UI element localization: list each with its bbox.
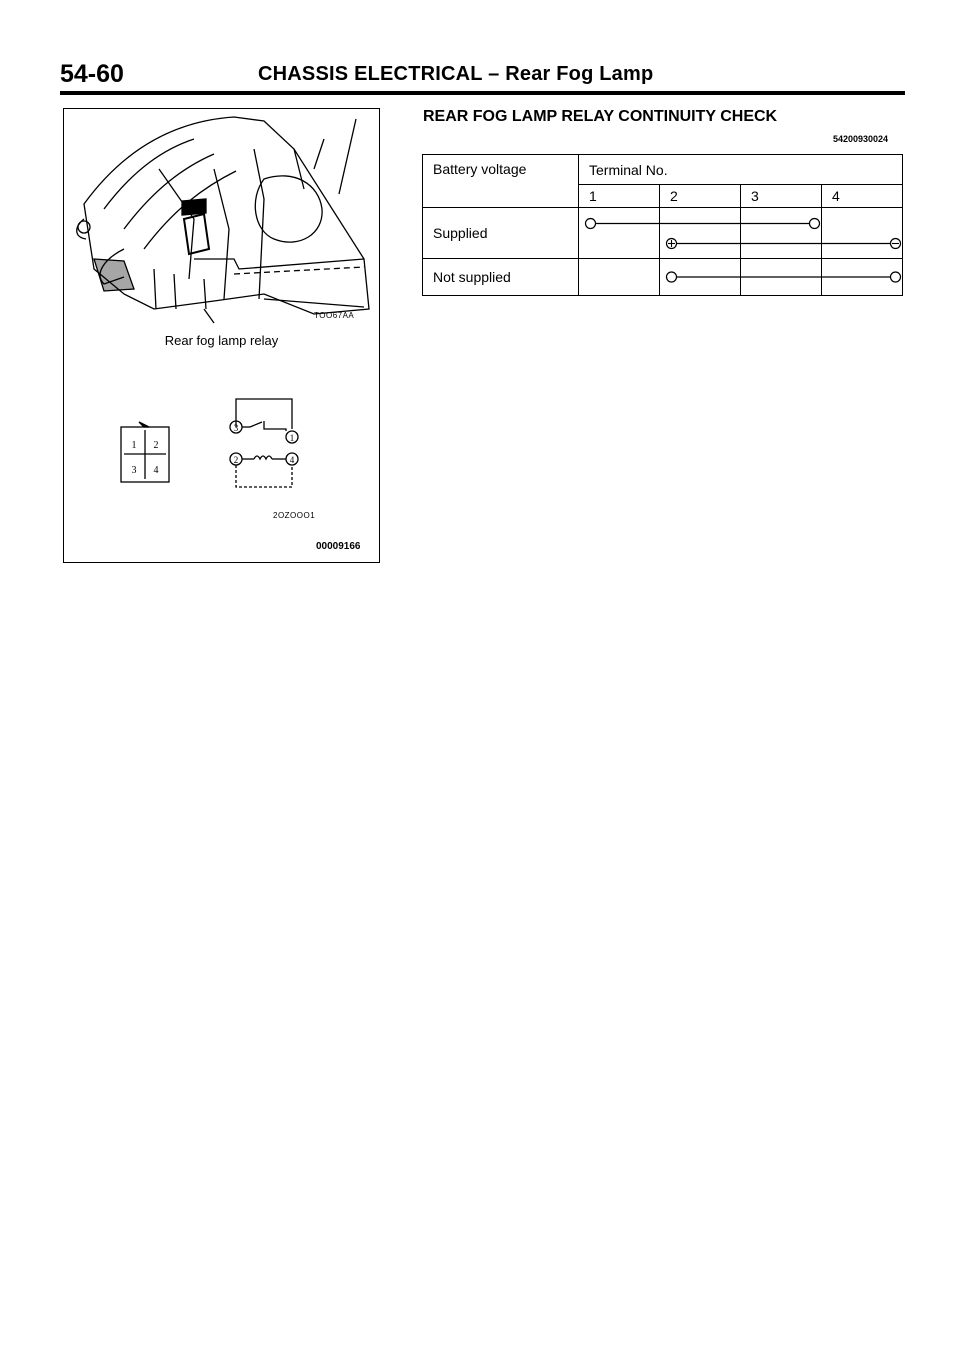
page-header-title xyxy=(258,63,653,86)
terminal-no-header: Terminal No. xyxy=(579,155,903,185)
cell xyxy=(741,208,822,259)
section-code: 54200930024 xyxy=(833,134,889,144)
photo-code: TOO67AA xyxy=(314,311,355,320)
battery-voltage-header: Battery voltage xyxy=(423,155,579,208)
row-label-supplied: Supplied xyxy=(423,208,579,259)
header-rule xyxy=(60,91,905,95)
cell xyxy=(741,259,822,296)
circuit-pin-1: 1 xyxy=(289,433,295,443)
connector-pin-2: 2 xyxy=(153,440,159,451)
terminal-2: 2 xyxy=(660,185,741,208)
cell xyxy=(579,208,660,259)
header-dash: – xyxy=(488,63,500,85)
cell xyxy=(660,259,741,296)
connector-pin-3: 3 xyxy=(131,465,137,476)
connector-pin-4: 4 xyxy=(153,465,159,476)
cell xyxy=(822,259,903,296)
circuit-code: 2OZOOO1 xyxy=(273,511,316,520)
section-name: CHASSIS ELECTRICAL xyxy=(258,63,483,85)
connector-pin-1: 1 xyxy=(131,440,137,451)
section-title: REAR FOG LAMP RELAY CONTINUITY CHECK xyxy=(423,108,778,125)
terminal-3: 3 xyxy=(741,185,822,208)
cell xyxy=(660,208,741,259)
relay-location-figure xyxy=(63,108,380,563)
terminal-1: 1 xyxy=(579,185,660,208)
cell xyxy=(822,208,903,259)
circuit-pin-4: 4 xyxy=(289,455,295,465)
table-header-row xyxy=(423,155,903,185)
circuit-pin-3: 3 xyxy=(233,423,239,433)
page-number: 54-60 xyxy=(60,60,124,88)
continuity-table xyxy=(422,154,903,296)
row-label-not-supplied: Not supplied xyxy=(423,259,579,296)
terminal-4: 4 xyxy=(822,185,903,208)
relay-label: Rear fog lamp relay xyxy=(164,333,279,348)
cell xyxy=(579,259,660,296)
circuit-pin-2: 2 xyxy=(233,455,239,465)
figure-id: 00009166 xyxy=(316,541,361,552)
table-row xyxy=(423,259,903,296)
subsection-name: Rear Fog Lamp xyxy=(505,63,654,85)
table-row xyxy=(423,208,903,259)
